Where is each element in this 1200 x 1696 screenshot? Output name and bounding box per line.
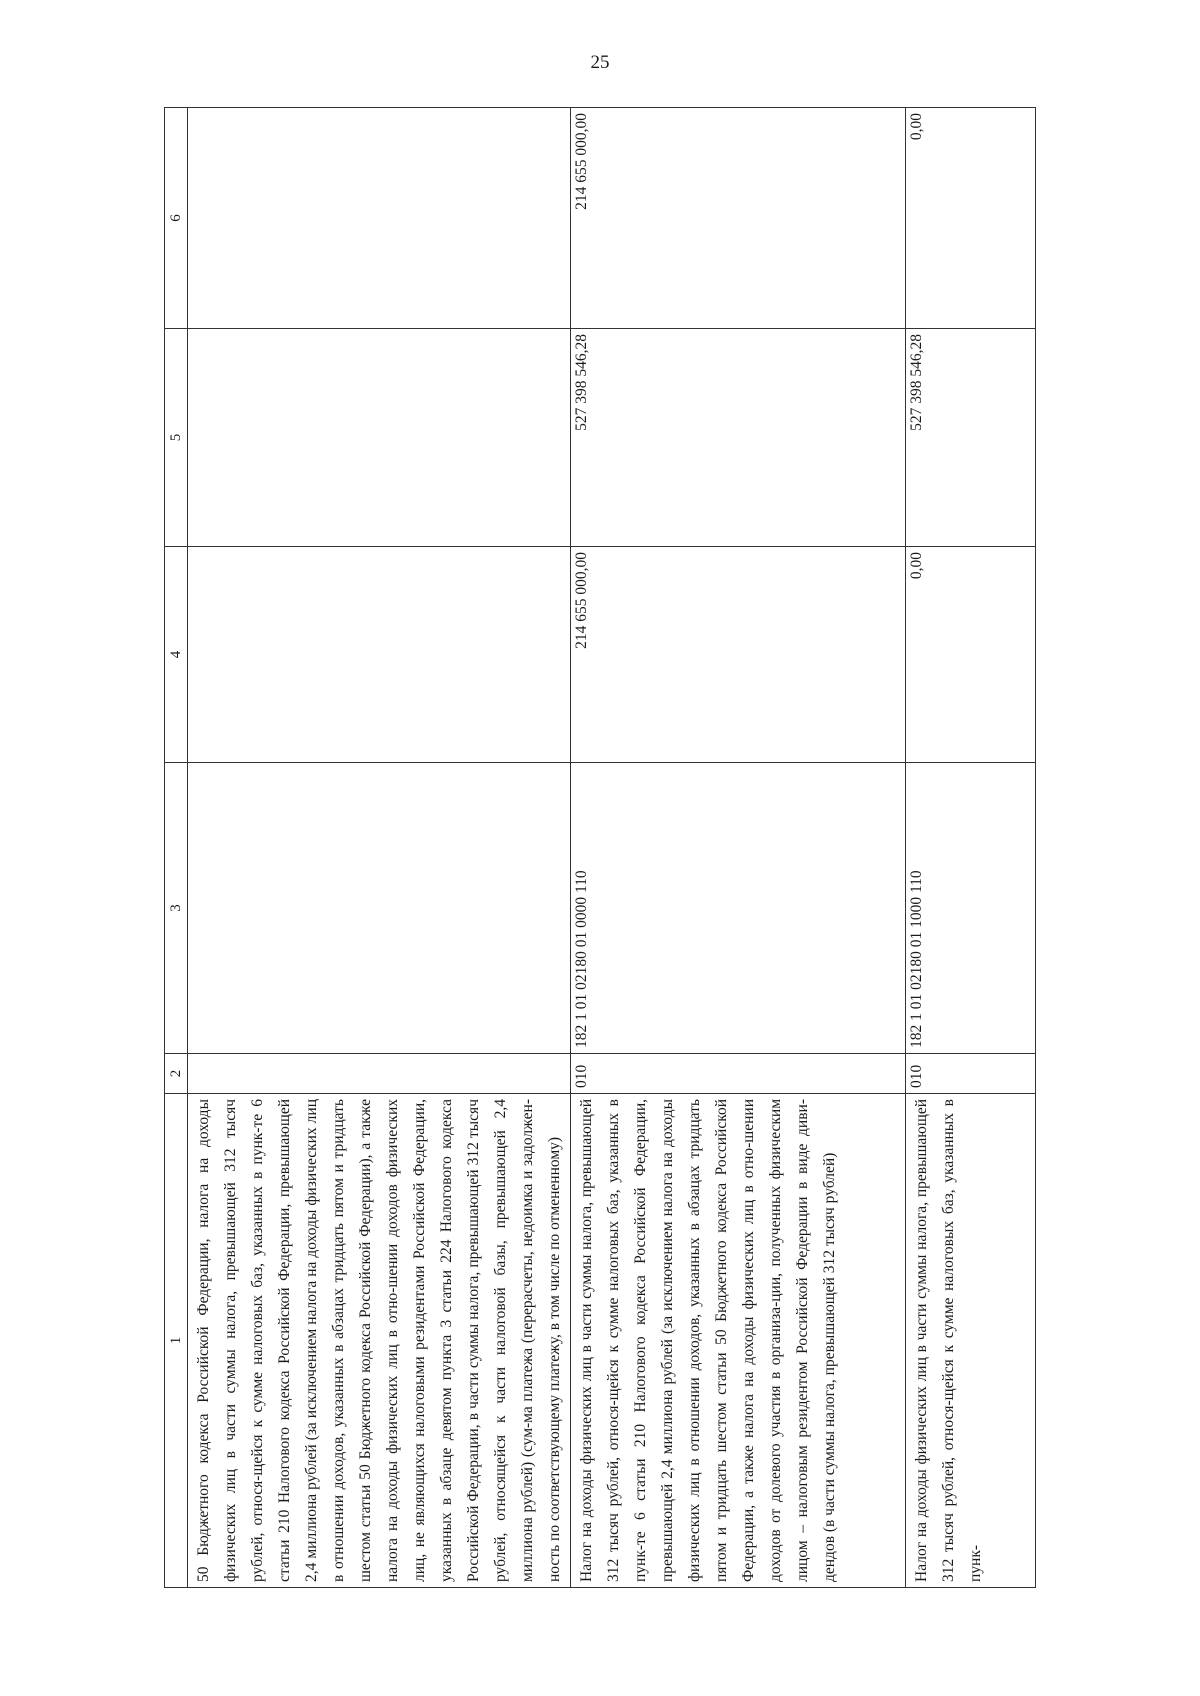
table-row [906, 108, 1036, 1588]
table-row [571, 108, 906, 1588]
budget-classification-code: 182 1 01 02180 01 1000 110 [906, 763, 1036, 1054]
page-number: 25 [590, 52, 610, 73]
amount-col6: 214 655 000,00 [571, 108, 906, 329]
admin-code [188, 1054, 571, 1094]
budget-classification-code: 182 1 01 02180 01 0000 110 [571, 763, 906, 1054]
column-header: 4 [165, 547, 188, 763]
amount-col5: 527 398 546,28 [906, 329, 1036, 547]
admin-code: 010 [571, 1054, 906, 1094]
column-header: 6 [165, 108, 188, 329]
row-description: 50 Бюджетного кодекса Российской Федерации, налога на доходы физических лиц в части суммы налога, превышающей 312 тысяч рублей, относя-щейся к сумме налоговых баз, указанных в пунк-те 6 статьи 210 Налогового кодекса Российской Федерации, превышающей 2,4 миллиона рублей (за исключением налога на доходы физических лиц в отношении доходов, указанных в абзацах тридцать пятом и тридцать шестом статьи 50 Бюджетного кодекса Российской Федерации), а также налога на доходы физических лиц в отно-шении доходов физических лиц, не являющихся налоговыми резидентами Российской Федерации, указанных в абзаце девятом пункта 3 статьи 224 Налогового кодекса Российской Федерации, в части суммы налога, превышающей 312 тысяч рублей, относящейся к части налоговой базы, превышающей 2,4 миллиона рублей) (сум-ма платежа (перерасчеты, недоимка и задолжен-ность по соответствующему платежу, в том числе по отмененному) [188, 1094, 571, 1588]
column-header: 5 [165, 329, 188, 547]
table-row [188, 108, 571, 1588]
amount-col4: 214 655 000,00 [571, 547, 906, 763]
amount-col4: 0,00 [906, 547, 1036, 763]
row-description: Налог на доходы физических лиц в части суммы налога, превышающей 312 тысяч рублей, относя-щейся к сумме налоговых баз, указанных в пунк-те 6 статьи 210 Налогового кодекса Российской Федерации, превышающей 2,4 миллиона рублей (за исключением налога на доходы физических лиц в отношении доходов, указанных в абзацах тридцать пятом и тридцать шестом статьи 50 Бюджетного кодекса Российской Федерации, а также налога на доходы физических лиц в отно-шении доходов от долевого участия в организа-ции, полученных физическим лицом – налоговым резидентом Российской Федерации в виде диви-дендов (в части суммы налога, превышающей 312 тысяч рублей) [571, 1094, 906, 1588]
amount-col5 [188, 329, 571, 547]
column-header: 3 [165, 763, 188, 1054]
column-header: 2 [165, 1054, 188, 1094]
amount-col4 [188, 547, 571, 763]
admin-code: 010 [906, 1054, 1036, 1094]
budget-classification-code [188, 763, 571, 1054]
amount-col6: 0,00 [906, 108, 1036, 329]
amount-col6 [188, 108, 571, 329]
rotated-table-container [164, 108, 1036, 1588]
revenue-table [164, 107, 1036, 1588]
row-description: Налог на доходы физических лиц в части суммы налога, превышающей 312 тысяч рублей, относя-щейся к сумме налоговых баз, указанных в пунк- [906, 1094, 1036, 1588]
amount-col5: 527 398 546,28 [571, 329, 906, 547]
column-header: 1 [165, 1094, 188, 1588]
header-row [165, 108, 188, 1588]
